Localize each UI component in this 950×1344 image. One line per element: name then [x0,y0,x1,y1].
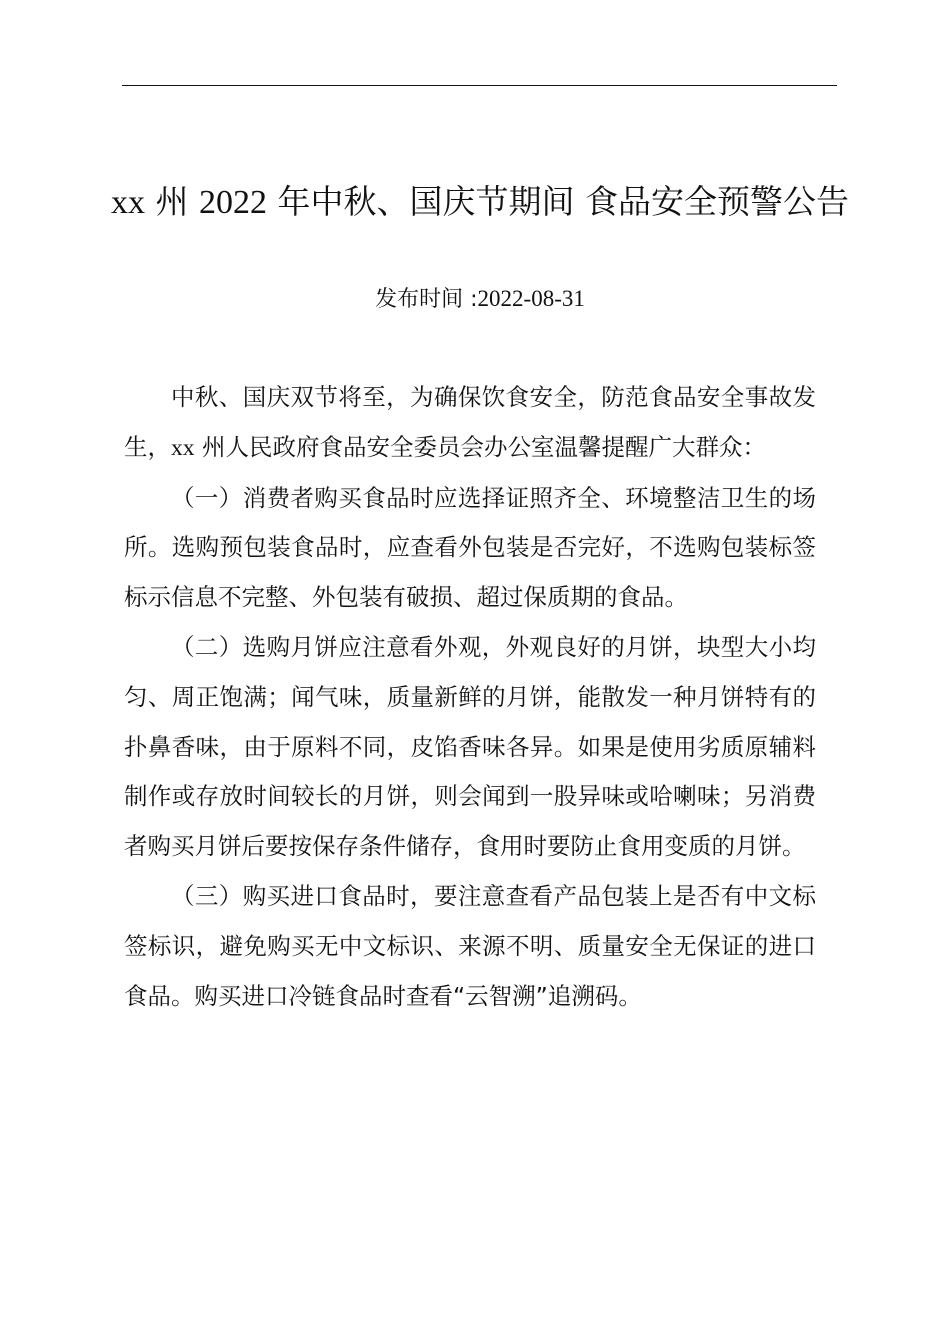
header-rule [122,85,837,86]
title-part2: 年中秋、国庆节期间 食品安全预警公告 [277,182,849,221]
paragraph-item-2: （二）选购月饼应注意看外观，外观良好的月饼，块型大小均匀、周正饱满；闻气味，质量新鲜的月饼，能散发一种月饼特有的扑鼻香味，由于原料不同，皮馅香味各异。如果是使用劣质原辅料制作或存放时间较长的月饼，则会闻到一股异味或哈喇味；另消费者购买月饼后要按保存条件储存，食用时要防止食用变质的月饼。 [124,632,816,861]
title-part1: 州 [155,182,189,221]
title-year: 2022 [199,184,267,221]
paragraph-item-3: （三）购买进口食品时，要注意查看产品包装上是否有中文标签标识，避免购买无中文标识、来源不明、质量安全无保证的进口食品。购买进口冷链食品时查看“云智溯”追溯码。 [124,881,816,1010]
title-prefix: xx [111,184,145,221]
page-title [100,178,860,227]
intro-pre: 中秋、国庆双节将至，为确保饮食安全，防范食品安全事故发生， [124,383,816,461]
publish-date-line [100,284,860,315]
paragraph-item-1: （一）消费者购买食品时应选择证照齐全、环境整洁卫生的场所。选购预包装食品时，应查看外包装是否完好，不选购包装标签标示信息不完整、外包装有破损、超过保质期的食品。 [124,483,816,612]
intro-latin: xx [171,434,195,461]
intro-post: 州人民政府食品安全委员会办公室温馨提醒广大群众： [201,432,766,461]
publish-label: 发布时间 : [375,287,478,312]
document-body [124,373,816,1021]
publish-date: 2022-08-31 [477,286,585,311]
paragraph-intro [124,373,816,474]
